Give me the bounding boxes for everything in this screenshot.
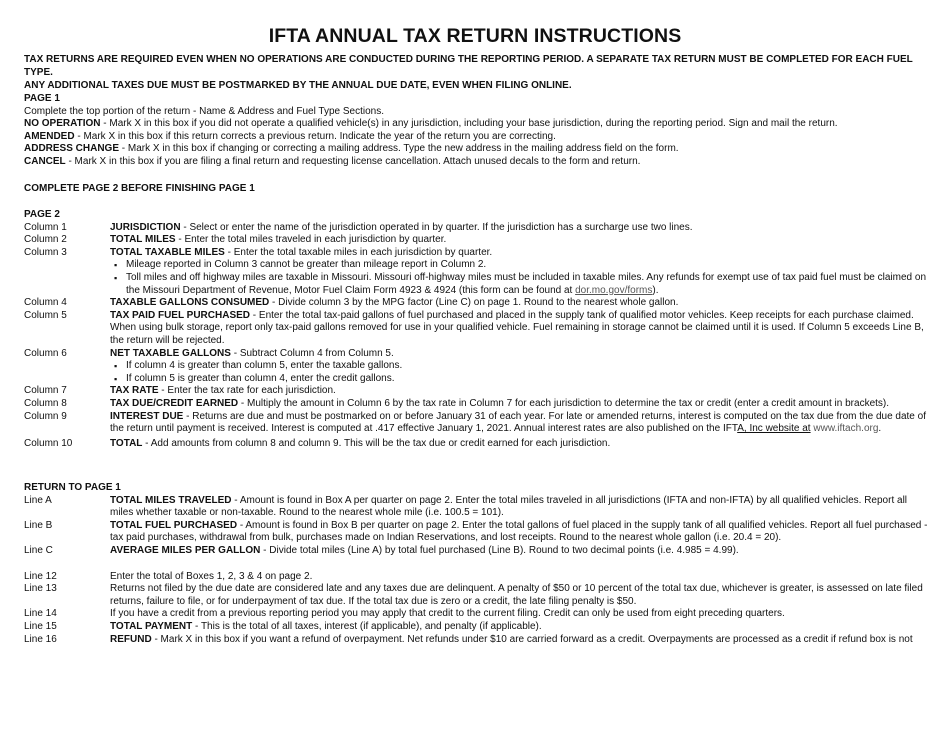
desc: Toll miles and off highway miles are taxable in Missouri. Missouri off-highway miles must be included in taxable miles. Any refunds for exempt use of tax paid fuel must be claimed on the Missouri Department of Revenue, Motor Fuel Claim Form 4923 & 4924 (this form can be found at: [126, 271, 927, 296]
row-label: Line 13: [24, 583, 57, 595]
term: TOTAL MILES: [110, 234, 176, 246]
desc: Enter the total of Boxes 1, 2, 3 & 4 on page 2.: [110, 570, 313, 582]
cancel-item: [24, 156, 929, 169]
term: TAXABLE GALLONS CONSUMED: [110, 297, 270, 309]
desc: ).: [652, 284, 659, 296]
page1-section: [24, 93, 929, 169]
row-label: Line C: [24, 544, 53, 556]
term: NO OPERATION: [24, 118, 101, 130]
term: TAX RATE: [110, 385, 159, 397]
desc: - Enter the tax rate for each jurisdiction.: [158, 385, 336, 397]
return-heading: RETURN TO PAGE 1: [24, 482, 121, 493]
term: NET TAXABLE GALLONS: [110, 347, 231, 359]
term: TAX DUE/CREDIT EARNED: [110, 397, 239, 409]
page2-heading: PAGE 2: [24, 209, 60, 220]
desc: - Mark X in this box if you want a refund of overpayment. Net refunds under $10 are carried forward as a credit. Overpayments are processed as a credit if refund box is not: [151, 633, 913, 645]
desc: .: [878, 423, 882, 435]
line-16-row: [24, 634, 929, 647]
row-label: Column 8: [24, 397, 67, 409]
term: TOTAL FUEL PURCHASED: [110, 519, 238, 531]
desc: - Select or enter the name of the jurisdiction operated in by quarter. If the jurisdiction has a surcharge use two lines.: [180, 221, 693, 233]
column-3-row: [24, 247, 929, 297]
desc: If you have a credit from a previous reporting period you may apply that credit to the current filing. Credit can only be used from eight preceding quarters.: [110, 608, 785, 620]
row-label: Column 9: [24, 410, 67, 422]
forms-link[interactable]: dor.mo.gov/forms: [575, 284, 653, 296]
list-item: ▪ If column 5 is greater than column 4, enter the credit gallons.: [126, 373, 929, 386]
column-9-row: [24, 411, 929, 436]
column-4-row: [24, 297, 929, 310]
row-label: Column 10: [24, 437, 73, 449]
list-item: [126, 272, 929, 297]
intro-notice: [24, 53, 929, 92]
row-label: Column 3: [24, 246, 67, 258]
line-b-row: [24, 520, 929, 545]
iftach-url[interactable]: www.iftach.org: [813, 423, 879, 435]
line-15-row: [24, 621, 929, 634]
page1-intro: Complete the top portion of the return - Name & Address and Fuel Type Sections.: [24, 105, 385, 117]
column-1-row: [24, 222, 929, 235]
page-title: IFTA ANNUAL TAX RETURN INSTRUCTIONS: [268, 25, 682, 47]
row-label: Line 16: [24, 633, 57, 645]
desc: - Divide total miles (Line A) by total fuel purchased (Line B). Round to two decimal points (i.e. 4.985 = 4.99).: [260, 544, 739, 556]
desc: - Mark X in this box if changing or correcting a mailing address. Type the new address in the mailing address field on the form.: [119, 143, 679, 155]
line-12-row: [24, 571, 929, 584]
line-13-row: [24, 583, 929, 608]
term: TOTAL TAXABLE MILES: [110, 246, 225, 258]
desc: - Enter the total miles traveled in each jurisdiction by quarter.: [175, 234, 447, 246]
desc: - Multiply the amount in Column 6 by the tax rate in Column 7 for each jurisdiction to determine the tax or credit (enter a credit amount in brackets).: [238, 397, 890, 409]
page2-section: [24, 209, 929, 450]
term: REFUND: [110, 633, 152, 645]
desc: - Add amounts from column 8 and column 9. This will be the tax due or credit earned for each jurisdiction.: [142, 437, 611, 449]
desc: - Mark X in this box if this return corrects a previous return. Indicate the year of the return you are correcting.: [74, 130, 556, 142]
ifta-link[interactable]: A, Inc website at: [737, 423, 811, 435]
desc: - This is the total of all taxes, interest (if applicable), and penalty (if applicable).: [192, 620, 542, 632]
line-a-row: [24, 495, 929, 520]
row-label: Column 5: [24, 309, 67, 321]
list-item: ▪ If column 4 is greater than column 5, enter the taxable gallons.: [126, 360, 929, 373]
column-10-row: [24, 438, 929, 451]
desc: - Amount is found in Box A per quarter on page 2. Enter the total miles traveled in all jurisdictions (IFTA and non-IFTA) by all qualified vehicles. Report all miles whether taxable or non-taxable. Round to the nearest whole mile (i.e. 100.5 = 101).: [110, 494, 908, 519]
term: JURISDICTION: [110, 221, 181, 233]
desc: - Enter the total taxable miles in each jurisdiction by quarter.: [224, 246, 493, 258]
row-label: Column 2: [24, 234, 67, 246]
row-label: Column 6: [24, 347, 67, 359]
line-c-row: [24, 545, 929, 558]
column-7-row: [24, 385, 929, 398]
desc: - Returns are due and must be postmarked on or before January 31 of each year. For late or amended returns, interest is computed on the tax due from the due date of the return until payment is received. Interest is computed at .417 effective January 1, 2021. Annual interest rates are also published on the IFT: [110, 410, 926, 435]
column-2-row: [24, 234, 929, 247]
term: TAX PAID FUEL PURCHASED: [110, 309, 251, 321]
term: CANCEL: [24, 155, 66, 167]
complete-page2-note: COMPLETE PAGE 2 BEFORE FINISHING PAGE 1: [24, 183, 255, 194]
page1-heading: PAGE 1: [24, 93, 60, 104]
column-8-row: [24, 398, 929, 411]
term: AVERAGE MILES PER GALLON: [110, 544, 261, 556]
address-change-item: [24, 143, 929, 156]
term: ADDRESS CHANGE: [24, 143, 120, 155]
desc: - Enter the total tax-paid gallons of fuel purchased and placed in the supply tank of qualified motor vehicles. Keep receipts for each purchase claimed. When using bulk storage, report only tax-paid gallons removed for use in your qualified vehicle. Fuel remaining in storage cannot be claimed until it is used. If Column 5 exceeds Line B, the return will be rejected.: [110, 309, 924, 346]
row-label: Line 14: [24, 608, 57, 620]
row-label: Column 1: [24, 221, 67, 233]
column-6-row: [24, 348, 929, 386]
row-label: Line 12: [24, 570, 57, 582]
intro-line: TAX RETURNS ARE REQUIRED EVEN WHEN NO OPERATIONS ARE CONDUCTED DURING THE REPORTING PERIOD. A SEPARATE TAX RETURN MUST BE COMPLETED FOR EACH FUEL TYPE.: [24, 54, 913, 78]
row-label: Line A: [24, 494, 52, 506]
desc: - Mark X in this box if you did not operate a qualified vehicle(s) in any jurisdiction, including your base jurisdiction, during the reporting period. Sign and mail the return.: [100, 118, 838, 130]
desc: - Mark X in this box if you are filing a final return and requesting license cancellation. Attach unused decals to the form and return.: [65, 155, 641, 167]
desc: - Divide column 3 by the MPG factor (Line C) on page 1. Round to the nearest whole gallon.: [269, 297, 679, 309]
line-14-row: [24, 608, 929, 621]
desc: - Amount is found in Box B per quarter on page 2. Enter the total gallons of fuel placed in the supply tank of all qualified vehicles. Report all fuel purchased - tax paid purchases, withdrawal from bulk, purchases made on Indian Reservations, and lost receipts. Round to the nearest whole gallon (i.e. 20.4 = 20).: [110, 519, 928, 544]
return-page1-section: [24, 482, 929, 646]
list-item: ▪ Mileage reported in Column 3 cannot be greater than mileage report in Column 2.: [126, 259, 929, 272]
term: AMENDED: [24, 130, 75, 142]
term: TOTAL: [110, 437, 143, 449]
column-5-row: [24, 310, 929, 348]
row-label: Line B: [24, 519, 53, 531]
row-label: Column 7: [24, 385, 67, 397]
desc: - Subtract Column 4 from Column 5.: [230, 347, 394, 359]
term: TOTAL PAYMENT: [110, 620, 193, 632]
term: INTEREST DUE: [110, 410, 184, 422]
intro-line: ANY ADDITIONAL TAXES DUE MUST BE POSTMARKED BY THE ANNUAL DUE DATE, EVEN WHEN FILING ONLINE.: [24, 80, 572, 91]
row-label: Column 4: [24, 297, 67, 309]
term: TOTAL MILES TRAVELED: [110, 494, 232, 506]
desc: Returns not filed by the due date are considered late and any taxes due are delinquent. A penalty of $50 or 10 percent of the total tax due, whichever is greater, is assessed on late filed returns, failure to file, or for underpayment of tax due. If the total tax due is zero or a credit, the late filing penalty is $50.: [110, 583, 923, 607]
no-operation-item: [24, 118, 929, 131]
amended-item: [24, 131, 929, 144]
row-label: Line 15: [24, 620, 57, 632]
